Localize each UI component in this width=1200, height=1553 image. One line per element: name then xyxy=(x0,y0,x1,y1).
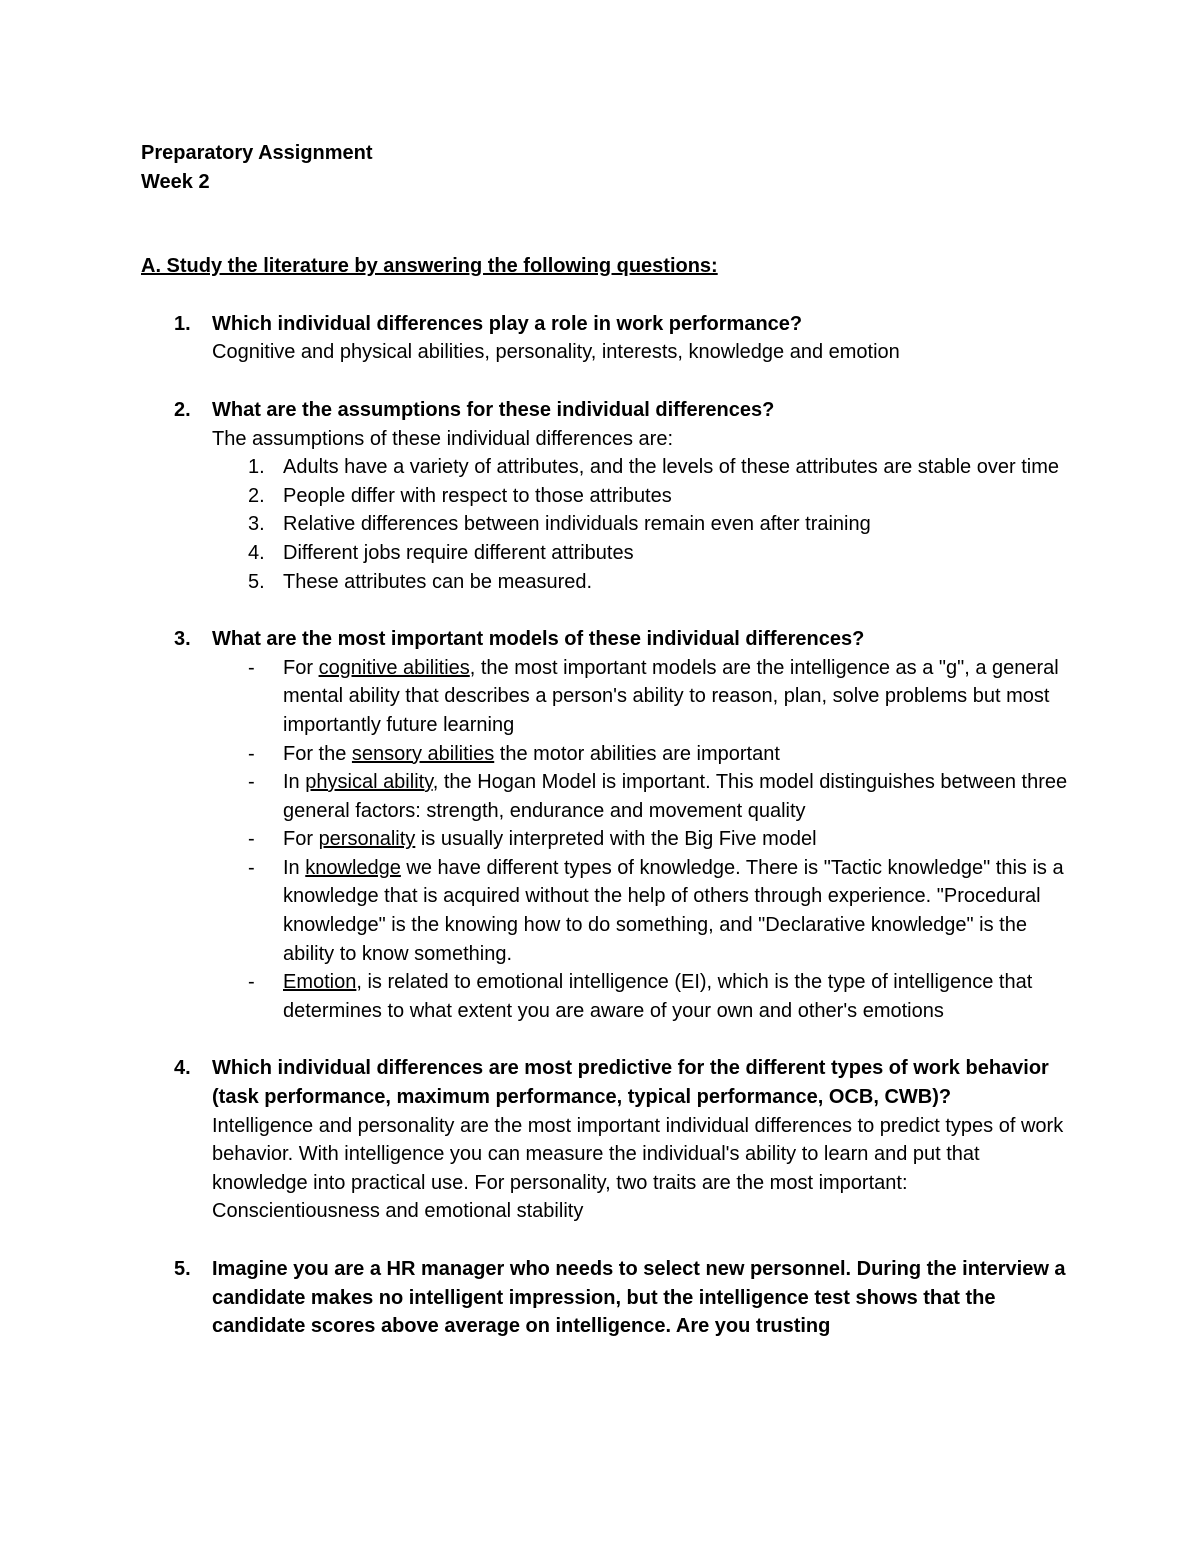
list-dash: - xyxy=(248,971,255,994)
list-number: 5. xyxy=(248,570,265,593)
question-number: 5. xyxy=(174,1258,191,1280)
question-3 xyxy=(141,625,1071,1025)
list-dash: - xyxy=(248,828,255,851)
answer-text: Cognitive and physical abilities, personality, interests, knowledge and emotion xyxy=(212,341,900,364)
list-dash: - xyxy=(248,742,255,765)
document-title: Preparatory Assignment xyxy=(141,142,373,164)
list-number: 3. xyxy=(248,513,265,536)
answer-intro: The assumptions of these individual differences are: xyxy=(212,427,674,450)
list-number: 2. xyxy=(248,484,265,507)
list-text: Relative differences between individuals remain even after training xyxy=(283,513,871,536)
list-item xyxy=(212,568,1071,597)
list-text-post: , is related to emotional intelligence (EI), which is the type of intelligence that determines to what extent you are aware of your own and other's emotions xyxy=(283,971,1033,1022)
list-item xyxy=(212,968,1071,1025)
list-item xyxy=(212,510,1071,539)
list-text-post: is usually interpreted with the Big Five model xyxy=(415,828,817,851)
question-text: Which individual differences are most predictive for the different types of work behavior (task performance, maximum performance, typical performance, OCB, CWB)? xyxy=(212,1057,1049,1109)
question-number: 1. xyxy=(174,312,191,335)
list-term: personality xyxy=(318,828,416,851)
question-5 xyxy=(141,1255,1071,1341)
list-dash: - xyxy=(248,656,255,679)
list-text-pre: In xyxy=(283,771,306,794)
list-text-pre: For xyxy=(283,656,319,679)
list-item xyxy=(212,482,1071,511)
list-item xyxy=(212,654,1071,740)
list-text-post: , the Hogan Model is important. This model distinguishes between three general factors: strength, endurance and movement quality xyxy=(283,771,1068,822)
list-term: knowledge xyxy=(305,856,401,879)
list-dash: - xyxy=(248,771,255,794)
list-text: Adults have a variety of attributes, and the levels of these attributes are stable over time xyxy=(283,456,1059,479)
question-text: Which individual differences play a role in work performance? xyxy=(212,312,803,335)
list-dash: - xyxy=(248,856,255,879)
answer-text: Intelligence and personality are the most important individual differences to predict types of work behavior. With intelligence you can measure the individual's ability to learn and put that knowledge into practical use. For personality, two traits are the most important: Conscientiousness and emotional stability xyxy=(212,1114,1064,1223)
list-text: People differ with respect to those attributes xyxy=(283,484,672,507)
list-number: 1. xyxy=(248,456,265,479)
list-text-post: , the most important models are the intelligence as a "g", a general mental ability that describes a person's ability to reason, plan, solve problems but most importantly future learning xyxy=(283,656,1059,736)
list-term: Emotion xyxy=(283,971,357,994)
list-text-pre: For xyxy=(283,828,319,851)
list-text-post: we have different types of knowledge. There is "Tactic knowledge" this is a knowledge that is acquired without the help of others through experience. "Procedural knowledge" is the knowing how to do something, and "Declarative knowledge" is the ability to know something. xyxy=(283,856,1064,965)
question-2 xyxy=(141,396,1071,596)
list-item xyxy=(212,854,1071,968)
question-text: What are the assumptions for these individual differences? xyxy=(212,398,775,421)
question-number: 3. xyxy=(174,628,191,651)
list-item xyxy=(212,768,1071,825)
list-item xyxy=(212,539,1071,568)
question-number: 4. xyxy=(174,1057,191,1080)
document-week: Week 2 xyxy=(141,170,210,193)
list-item xyxy=(212,825,1071,854)
list-item xyxy=(212,453,1071,482)
section-a-heading: A. Study the literature by answering the following questions: xyxy=(141,255,718,278)
question-text: Imagine you are a HR manager who needs to select new personnel. During the interview a candidate makes no intelligent impression, but the intelligence test shows that the candidate scores above average on intelligence. Are you trusting xyxy=(212,1258,1066,1338)
question-1 xyxy=(141,310,1071,367)
list-term: sensory abilities xyxy=(351,742,495,765)
list-text: These attributes can be measured. xyxy=(283,570,593,593)
list-text-pre: For the xyxy=(283,742,352,765)
question-4 xyxy=(141,1054,1071,1226)
list-term: cognitive abilities xyxy=(318,656,470,679)
list-number: 4. xyxy=(248,541,265,564)
list-text-post: the motor abilities are important xyxy=(494,742,780,765)
list-item xyxy=(212,740,1071,769)
list-text-pre: In xyxy=(283,856,306,879)
question-text: What are the most important models of these individual differences? xyxy=(212,628,865,651)
list-text: Different jobs require different attributes xyxy=(283,541,634,564)
list-term: physical ability xyxy=(305,771,433,794)
question-number: 2. xyxy=(174,398,191,421)
document-content xyxy=(141,139,1071,1341)
